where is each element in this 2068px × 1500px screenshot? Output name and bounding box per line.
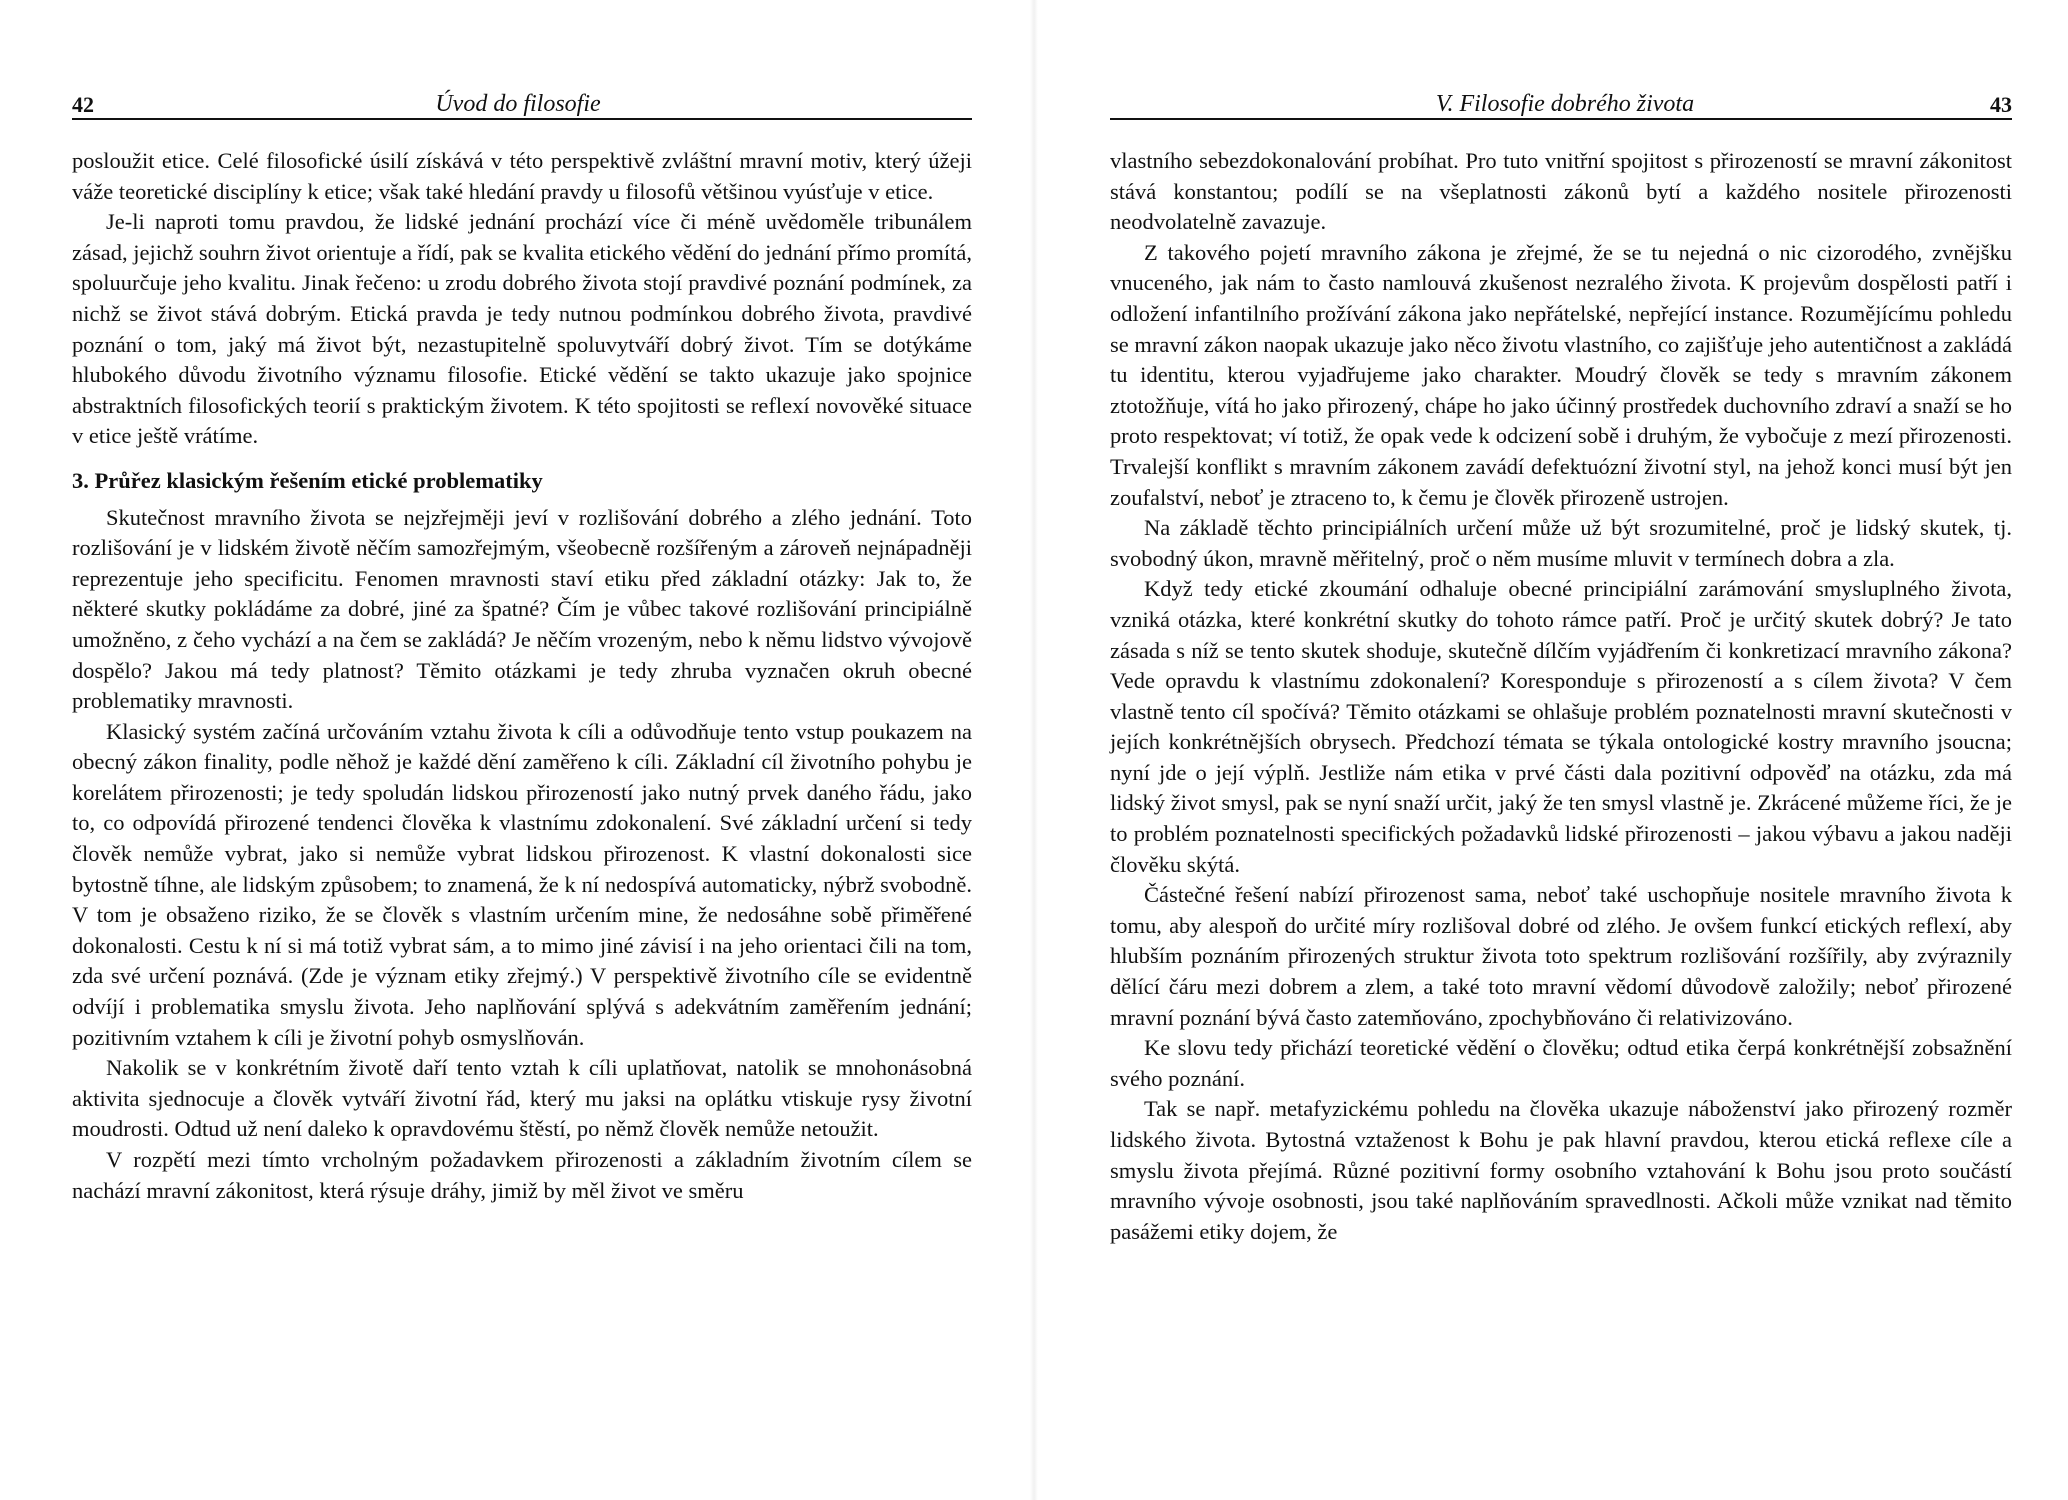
paragraph: Tak se např. metafyzickému pohledu na člověka ukazuje náboženství jako přirozený rozměr lidského života. Bytostná vztaženost k Bohu je pak hlavní pravdou, kterou etická reflexe cíle a smyslu života přejímá. Různé pozitivní formy osobního vztahování k Bohu jsou proto součástí mravního vývoje osobnosti, jsou také naplňováním spravedlnosti. Ačkoli může vznikat nad těmito pasážemi etiky dojem, že xyxy=(1110,1096,2012,1244)
paragraph: V rozpětí mezi tímto vrcholným požadavkem přirozenosti a základním životním cílem se nachází mravní zákonitost, která rýsuje dráhy, jimiž by měl život ve směru xyxy=(72,1147,972,1203)
paragraph: posloužit etice. Celé filosofické úsilí získává v této perspektivě zvláštní mravní motiv, který úžeji váže teoretické disciplíny k etice; však také hledání pravdy u filosofů většinou vyúsťuje v etice. xyxy=(72,148,972,204)
paragraph: Skutečnost mravního života se nejzřejměji jeví v rozlišování dobrého a zlého jednání. Toto rozlišování je v lidském životě něčím samozřejmým, všeobecně rozšířeným a zároveň nejnápadněji reprezentuje jeho specificitu. Fenomen mravnosti staví etiku před základní otázky: Jak to, že některé skutky pokládáme za dobré, jiné za špatné? Čím je vůbec takové rozlišování principiálně umožněno, z čeho vychází a na čem se zakládá? Je něčím vrozeným, nebo k němu lidstvo vývojově dospělo? Jakou má tedy platnost? Těmito otázkami je tedy zhruba vyznačen okruh obecné problematiky mravnosti. xyxy=(72,504,972,714)
section-heading: 3. Průřez klasickým řešením etické problematiky xyxy=(72,467,543,493)
right-page-body xyxy=(1110,146,2012,1247)
page-number: 42 xyxy=(72,92,94,117)
left-page-body xyxy=(72,146,972,1206)
paragraph: Je-li naproti tomu pravdou, že lidské jednání prochází více či méně uvědoměle tribunálem zásad, jejichž souhrn život orientuje a řídí, pak se kvalita etického vědění do jednání přímo promítá, spoluurčuje jeho kvalitu. Jinak řečeno: u zrodu dobrého života stojí pravdivé poznání podmínek, za nichž se život stává dobrým. Etická pravda je tedy nutnou podmínkou dobrého života, pravdivé poznání o tom, jaký má život být, nezastupitelně spoluvytváří dobrý život. Tím se dotýkáme hlubokého důvodu životního významu filosofie. Etické vědění se takto ukazuje jako spojnice abstraktních filosofických teorií s praktickým životem. K této spojitosti se reflexí novověké situace v etice ještě vrátíme. xyxy=(72,209,972,449)
paragraph: Částečné řešení nabízí přirozenost sama, neboť také uschopňuje nositele mravního života k tomu, aby alespoň do určité míry rozlišoval dobré od zlého. Je ovšem funkcí etických reflexí, aby hlubším poznáním přirozených struktur života toto spektrum rozlišování rozšířily, aby zvýraznily dělící čáru mezi dobrem a zlem, a také toto mravní vědomí důvodově založily; neboť přirozené mravní poznání bývá často zatemňováno, zpochybňováno či relativizováno. xyxy=(1110,882,2012,1030)
running-head: V. Filosofie dobrého života xyxy=(1435,91,1695,117)
paragraph: Když tedy etické zkoumání odhaluje obecné principiální zarámování smysluplného života, vzniká otázka, které konkrétní skutky do tohoto rámce patří. Proč je určitý skutek dobrý? Je tato zásada s níž se tento skutek shoduje, skutečně dílčím vyjádřením či konkretizací mravního zákona? Vede opravdu k vlastnímu zdokonalení? Koresponduje s přirozeností a s cílem života? V čem vlastně tento cíl spočívá? Těmito otázkami se ohlašuje problém poznatelnosti mravní skutečnosti v jejích konkrétnějších obrysech. Předchozí témata se týkala ontologické kostry mravního jsoucna; nyní jde o její výplň. Jestliže nám etika v prvé části dala pozitivní odpověď na otázku, zda má lidský život smysl, pak se nyní snaží určit, jaký že ten smysl vlastně je. Zkrácené můžeme říci, že je to problém poznatelnosti specifických požadavků lidské přirozenosti – jakou výbavu a jakou naději člověku skýtá. xyxy=(1110,576,2012,877)
right-page-header xyxy=(1110,82,2012,120)
running-head: Úvod do filosofie xyxy=(435,91,601,117)
left-page-header xyxy=(72,82,972,120)
page-number: 43 xyxy=(1990,92,2012,117)
paragraph: Ke slovu tedy přichází teoretické vědění o člověku; odtud etika čerpá konkrétnější zobsažnění svého poznání. xyxy=(1110,1035,2012,1091)
paragraph: Z takového pojetí mravního zákona je zřejmé, že se tu nejedná o nic cizorodého, zvnějšku vnuceného, jak nám to často namlouvá zkušenost nezralého života. K projevům dospělosti patří i odložení infantilního prožívání zákona jako nepřátelské, nepřející instance. Rozumějícímu pohledu se mravní zákon naopak ukazuje jako něco životu vlastního, co zajišťuje jeho autentičnost a zakládá tu identitu, kterou vyjadřujeme jako charakter. Moudrý člověk se tedy s mravním zákonem ztotožňuje, vítá ho jako přirozený, chápe ho jako účinný prostředek duchovního zdraví a snaží se ho proto respektovat; ví totiž, že opak vede k odcizení sobě i druhým, že vybočuje z mezí přirozenosti. Trvalejší konflikt s mravním zákonem zavádí defektuózní životní styl, na jehož konci musí být jen zoufalství, neboť je ztraceno to, k čemu je člověk přirozeně ustrojen. xyxy=(1110,239,2012,510)
paragraph: Na základě těchto principiálních určení může už být srozumitelné, proč je lidský skutek, tj. svobodný úkon, mravně měřitelný, proč o něm musíme mluvit v termínech dobra a zla. xyxy=(1110,515,2012,571)
paragraph: Klasický systém začíná určováním vztahu života k cíli a odůvodňuje tento vstup poukazem na obecný zákon finality, podle něhož je každé dění zaměřeno k cíli. Základní cíl životního pohybu je korelátem přirozenosti; je tedy spoludán lidskou přirozeností jako nutný prvek daného řádu, jako to, co odpovídá přirozené tendenci člověka k vlastnímu zdokonalení. Své základní určení si tedy člověk nemůže vybrat, jako si nemůže vybrat lidskou přirozenost. K vlastní dokonalosti sice bytostně tíhne, ale lidským způsobem; to znamená, že k ní nedospívá automaticky, nýbrž svobodně. V tom je obsaženo riziko, že se člověk s vlastním určením mine, že nedosáhne sobě přiměřené dokonalosti. Cestu k ní si má totiž vybrat sám, a to mimo jiné závisí i na jeho orientaci čili na tom, zda své určení poznává. (Zde je význam etiky zřejmý.) V perspektivě životního cíle se evidentně odvíjí i problematika smyslu života. Jeho naplňování splývá s adekvátním zaměřením jednání; pozitivním vztahem k cíli je životní pohyb osmyslňován. xyxy=(72,718,972,1050)
paragraph: Nakolik se v konkrétním životě daří tento vztah k cíli uplatňovat, natolik se mnohonásobná aktivita sjednocuje a člověk vytváří životní řád, který mu jaksi na oplátku vtiskuje rysy životní moudrosti. Odtud už není daleko k opravdovému štěstí, po němž člověk nemůže netoužit. xyxy=(72,1055,972,1142)
right-page xyxy=(1034,0,2068,1500)
paragraph: vlastního sebezdokonalování probíhat. Pro tuto vnitřní spojitost s přirozeností se mravní zákonitost stává konstantou; podílí se na všeplatnosti zákonů bytí a každého nositele přirozenosti neodvolatelně zavazuje. xyxy=(1110,148,2012,235)
